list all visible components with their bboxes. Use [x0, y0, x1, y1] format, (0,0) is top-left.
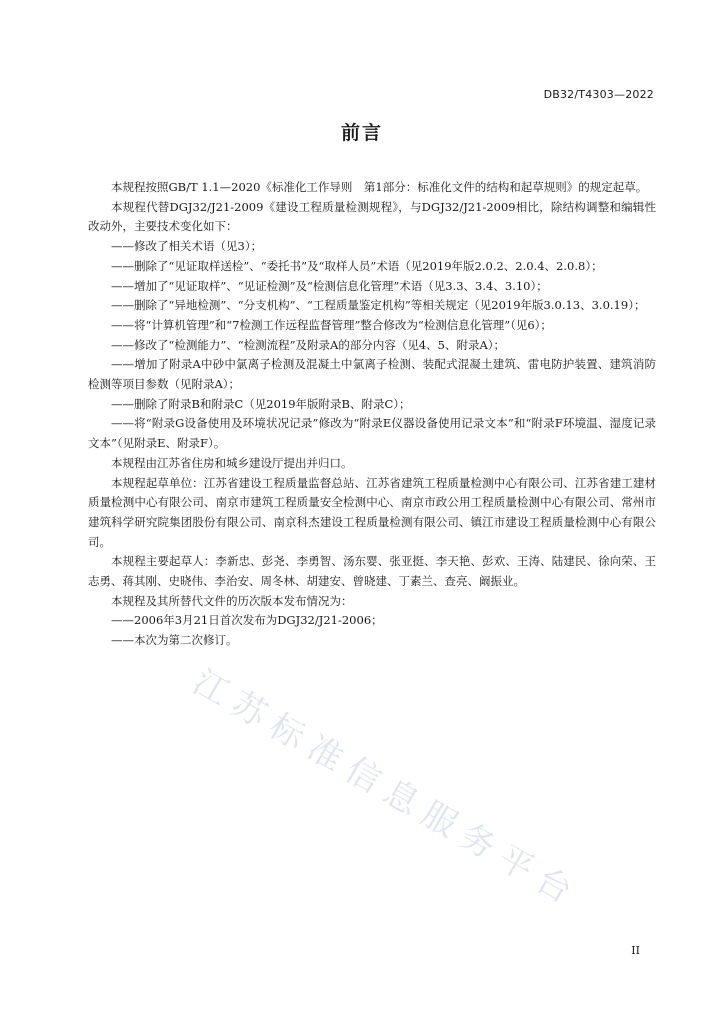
drafters: 本规程主要起草人：李新忠、彭尧、李勇智、汤东婴、张亚挺、李天艳、彭欢、王涛、陆建民、徐向荣、王志勇、蒋其刚、史晓伟、李治安、周冬林、胡建安、曾晓建、丁素兰、查亮、阚振业。: [88, 554, 656, 589]
document-code: DB32/T4303—2022: [543, 88, 654, 101]
change-item: ——删除了“异地检测”、“分支机构”、“工程质量鉴定机构”等相关规定（见2019年版3.0.13、3.0.19）；: [111, 298, 646, 313]
change-item: ——增加了附录A中砂中氯离子检测及混凝土中氯离子检测、装配式混凝土建筑、雷电防护装置、建筑消防检测等项目参数（见附录A）；: [88, 357, 656, 392]
page-number: II: [631, 944, 640, 957]
watermark: 江苏标准信息服务平台: [186, 661, 588, 917]
preface-body: [88, 178, 656, 651]
drafting-units: 本规程起草单位：江苏省建设工程质量监督总站、江苏省建筑工程质量检测中心有限公司、江苏省建工建材质量检测中心有限公司、南京市建筑工程质量安全检测中心、南京市政公用工程质量检测中心有限公司、常州市建筑科学研究院集团股份有限公司、南京科杰建设工程质量检测有限公司、镇江市建设工程质量检测中心有限公司。: [88, 475, 656, 549]
change-item: ——增加了“见证取样”、“见证检测”及“检测信息化管理”术语（见3.3、3.4、3.10）；: [111, 278, 548, 293]
change-item: ——将“计算机管理”和“7检测工作远程监督管理”整合修改为“检测信息化管理”（见6）；: [111, 317, 552, 332]
page-title: 前言: [340, 122, 383, 144]
change-item: ——删除了“见证取样送检”、“委托书”及“取样人员”术语（见2019年版2.0.2、2.0.4、2.0.8）；: [111, 258, 603, 273]
change-item: ——修改了相关术语（见3）；: [111, 239, 263, 254]
paragraph: 本规程代替DGJ32/J21-2009《建设工程质量检测规程》，与DGJ32/J21-2009相比，除结构调整和编辑性改动外，主要技术变化如下：: [88, 199, 656, 234]
history-item: ——本次为第二次修订。: [111, 633, 238, 648]
paragraph: 本规程及其所替代文件的历次版本发布情况为：: [111, 593, 353, 608]
paragraph: 本规程按照GB/T 1.1—2020《标准化工作导则 第1部分：标准化文件的结构和起草规则》的规定起草。: [111, 180, 648, 194]
paragraph: 本规程由江苏省住房和城乡建设厅提出并归口。: [111, 455, 353, 470]
change-item: ——修改了“检测能力”、“检测流程”及附录A的部分内容（见4、5、附录A）；: [111, 337, 506, 352]
change-item: ——将“附录G设备使用及环境状况记录”修改为“附录E仪器设备使用记录文本”和“附录F环境温、湿度记录文本”（见附录E、附录F）。: [88, 416, 656, 451]
change-item: ——删除了附录B和附录C（见2019年版附录B、附录C）；: [111, 396, 411, 411]
history-item: ——2006年3月21日首次发布为DGJ32/J21-2006；: [111, 613, 383, 628]
